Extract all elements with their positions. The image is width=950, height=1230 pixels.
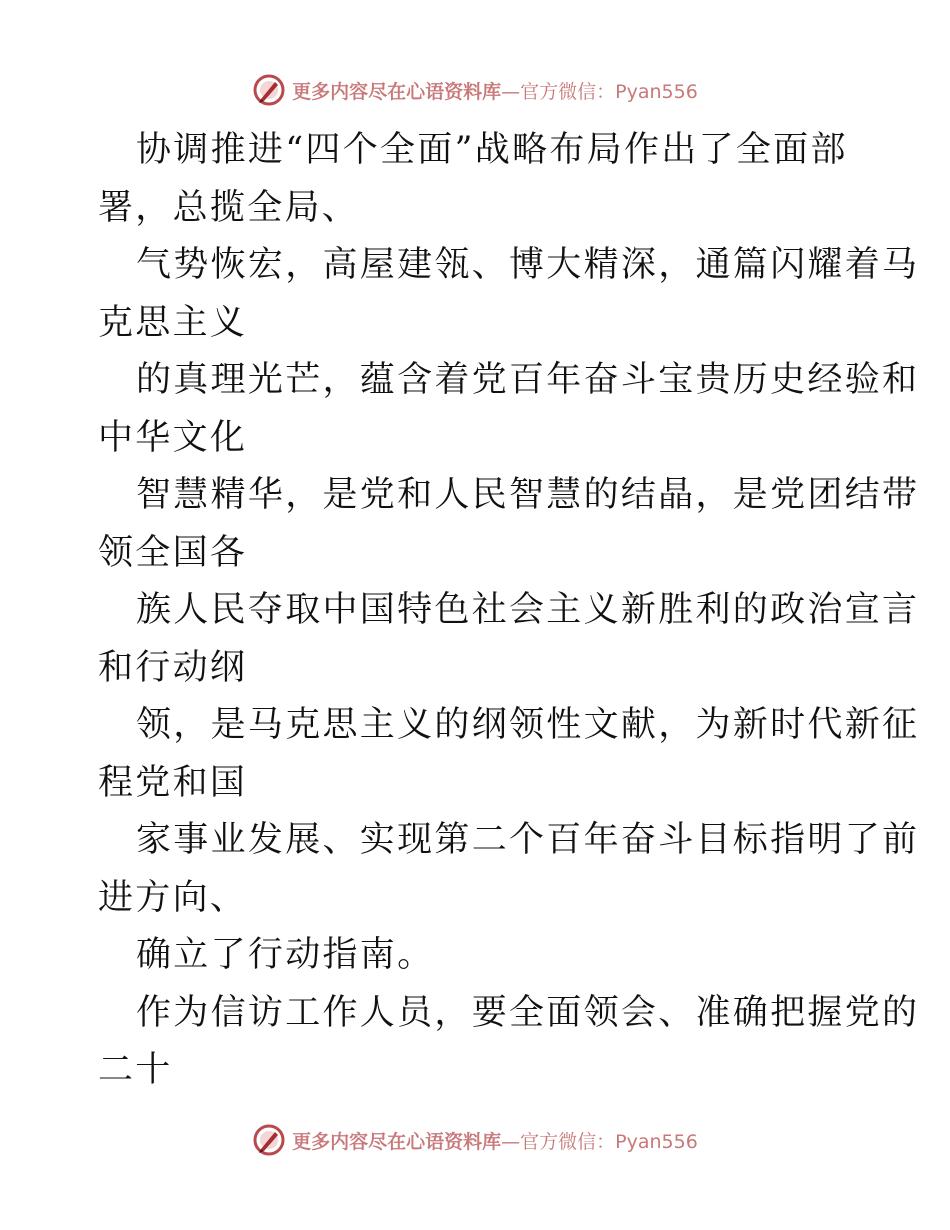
- body-line: 中华文化: [98, 417, 248, 458]
- body-line: 协调推进“四个全面”战略布局作出了全面部: [136, 130, 848, 170]
- body-line: 署，总揽全局、: [98, 187, 360, 228]
- body-line: 克思主义: [98, 302, 248, 343]
- body-line: 和行动纲: [98, 647, 248, 688]
- body-line: 领全国各: [98, 532, 248, 573]
- body-line: 气势恢宏，高屋建瓴、博大精深，通篇闪耀着马: [136, 245, 920, 285]
- body-line: 作为信访工作人员，要全面领会、准确把握党的: [136, 992, 920, 1033]
- body-line: 家事业发展、实现第二个百年奋斗目标指明了前: [136, 820, 920, 860]
- body-line: 程党和国: [98, 762, 248, 803]
- header-watermark: [0, 70, 950, 110]
- pen-circle-logo-icon: [252, 73, 286, 107]
- body-line: 确立了行动指南。: [136, 935, 435, 975]
- body-line: 领，是马克思主义的纲领性文献，为新时代新征: [136, 705, 920, 745]
- body-line: 的真理光芒，蕴含着党百年奋斗宝贵历史经验和: [136, 360, 920, 400]
- body-line: 进方向、: [98, 877, 248, 918]
- body-line: 二十: [98, 1050, 173, 1090]
- body-line: 智慧精华，是党和人民智慧的结晶，是党团结带: [136, 475, 920, 515]
- body-line: 族人民夺取中国特色社会主义新胜利的政治宣言: [136, 590, 920, 630]
- watermark-text: 更多内容尽在心语资料库—官方微信：Pyan556: [292, 80, 698, 103]
- document-body: [98, 122, 920, 1100]
- footer-watermark: [0, 1120, 950, 1160]
- watermark-text: 更多内容尽在心语资料库—官方微信：Pyan556: [292, 1130, 698, 1153]
- pen-circle-logo-icon: [252, 1123, 286, 1157]
